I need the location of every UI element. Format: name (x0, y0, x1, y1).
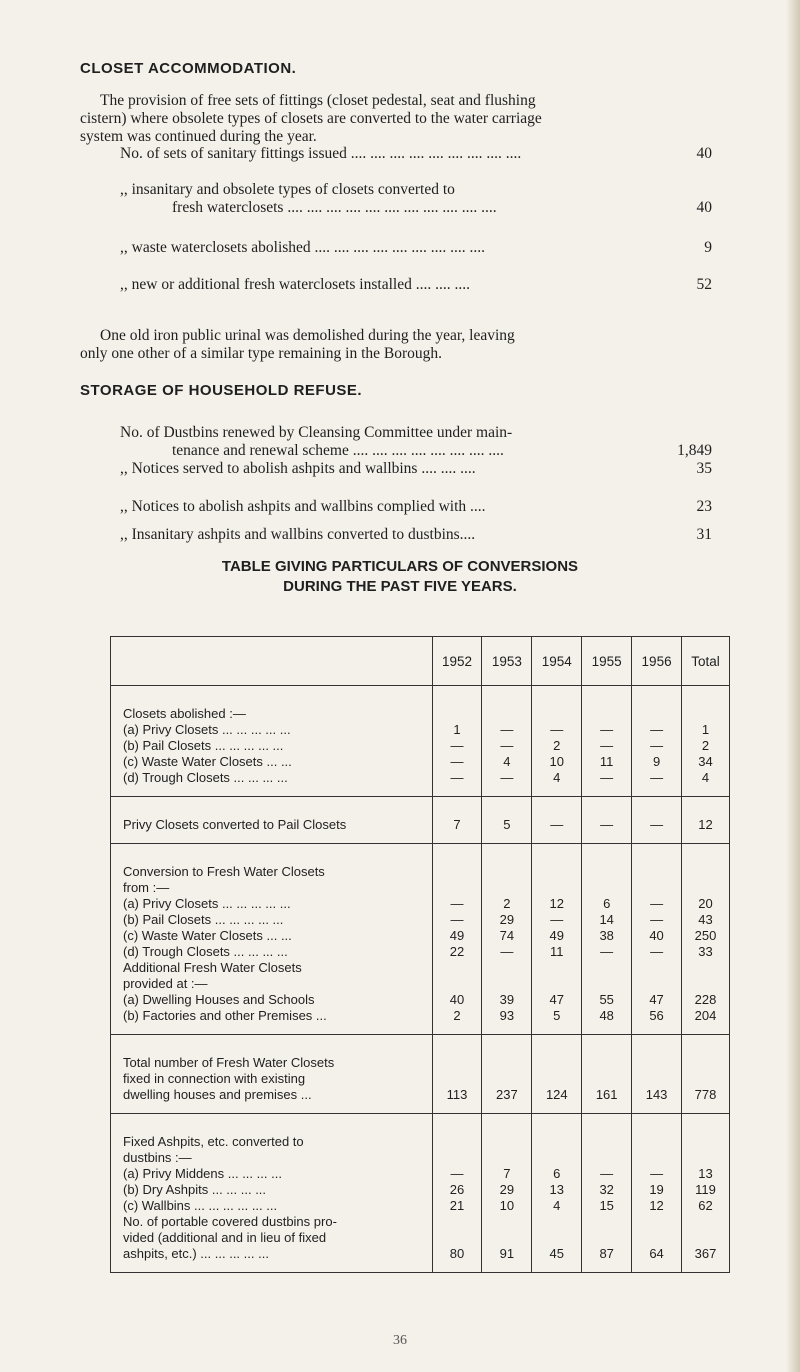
cell-value (682, 960, 729, 976)
cell-value (682, 1055, 729, 1071)
cell-value: 20 (698, 896, 713, 911)
cell-value: 2 (503, 896, 511, 911)
header-label-cell (111, 637, 433, 686)
row-label: Total number of Fresh Water Closets (123, 1055, 335, 1070)
cell-value: — (650, 738, 664, 753)
cell-value (532, 1055, 581, 1071)
cell-value (682, 1214, 729, 1230)
row-label: (d) Trough Closets ... ... ... ... (123, 944, 288, 959)
cell-value: 4 (701, 770, 710, 785)
cell-value: — (500, 738, 514, 753)
item-value: 9 (704, 239, 712, 256)
section-label-cell (111, 797, 433, 844)
item-label: ,, new or additional fresh waterclosets installed .... .... .... (120, 276, 470, 293)
cell-value (632, 1150, 681, 1166)
item-label: ,, insanitary and obsolete types of closets converted to (120, 181, 455, 198)
item-label: No. of Dustbins renewed by Cleansing Committee under main- (120, 424, 513, 441)
cell-value: — (550, 817, 564, 832)
closet-intro-line: cistern) where obsolete types of closets are converted to the water carriage (80, 110, 542, 127)
cell-value (482, 706, 531, 722)
cell-value: 5 (503, 817, 511, 832)
cell-value: 48 (599, 1008, 614, 1023)
cell-value: 13 (698, 1166, 713, 1181)
section-value-cell (682, 797, 730, 844)
table-title-line-2: DURING THE PAST FIVE YEARS. (283, 578, 517, 595)
cell-value (582, 864, 631, 880)
cell-value: — (450, 1166, 464, 1181)
cell-value (632, 1214, 681, 1230)
item-label: ,, Insanitary ashpits and wallbins converted to dustbins.... (120, 526, 476, 543)
cell-value (582, 976, 631, 992)
cell-value: 91 (499, 1246, 515, 1261)
cell-value: 11 (550, 944, 564, 959)
section-value-cell (682, 844, 730, 1035)
cell-value: 12 (649, 1198, 664, 1213)
cell-value (682, 706, 729, 722)
item-value: 31 (696, 526, 712, 543)
cell-value: 49 (549, 928, 565, 943)
cell-value: 45 (549, 1246, 565, 1261)
cell-value: — (600, 722, 614, 737)
cell-value (682, 1150, 729, 1166)
cell-value: 29 (499, 912, 515, 927)
cell-value (582, 1055, 631, 1071)
cell-value (433, 706, 482, 722)
section-label-cell (111, 1114, 433, 1273)
item-label: ,, Notices to abolish ashpits and wallbins complied with .... (120, 498, 486, 515)
cell-value: 47 (549, 992, 565, 1007)
cell-value: — (500, 722, 514, 737)
row-label: (a) Privy Closets ... ... ... ... ... (123, 896, 291, 911)
section-value-cell (432, 1114, 482, 1273)
cell-value: 2 (553, 738, 561, 753)
cell-value (682, 1071, 729, 1087)
section-value-cell (432, 844, 482, 1035)
closet-note-line: One old iron public urinal was demolished during the year, leaving (100, 327, 515, 344)
item-value: 52 (696, 276, 712, 293)
section-value-cell (632, 1114, 682, 1273)
table-title-line-1: TABLE GIVING PARTICULARS OF CONVERSIONS (221, 558, 579, 575)
row-label: from :— (123, 880, 170, 895)
closet-intro-line: system was continued during the year. (80, 128, 317, 145)
cell-value: — (450, 754, 464, 769)
section-value-cell (532, 1035, 582, 1114)
closet-heading: CLOSET ACCOMMODATION. (80, 60, 297, 77)
cell-value (532, 1150, 581, 1166)
header-year-1955: 1955 (582, 637, 632, 686)
section-value-cell (532, 1114, 582, 1273)
row-label: (b) Dry Ashpits ... ... ... ... (123, 1182, 267, 1197)
cell-value: 6 (603, 896, 611, 911)
cell-value: 161 (595, 1087, 618, 1102)
item-row (120, 526, 712, 544)
cell-value (433, 960, 482, 976)
cell-value: — (650, 770, 664, 785)
section-value-cell (582, 686, 632, 797)
section-value-cell (482, 1035, 532, 1114)
row-label: dustbins :— (123, 1150, 192, 1165)
section-value-cell (432, 686, 482, 797)
cell-value: 80 (449, 1246, 465, 1261)
cell-value (532, 976, 581, 992)
cell-value: — (650, 912, 664, 927)
closet-intro-line: The provision of free sets of fittings (closet pedestal, seat and flushing (100, 92, 536, 109)
item-value: 23 (696, 498, 712, 515)
cell-value: — (650, 944, 664, 959)
cell-value (682, 864, 729, 880)
cell-value: 9 (652, 754, 661, 769)
cell-value (482, 1134, 531, 1150)
cell-value: — (450, 896, 464, 911)
header-year-1956: 1956 (632, 637, 682, 686)
cell-value: 778 (694, 1087, 717, 1102)
item-row (120, 276, 712, 294)
row-label: (b) Pail Closets ... ... ... ... ... (123, 738, 284, 753)
cell-value: — (650, 896, 664, 911)
cell-value (582, 706, 631, 722)
cell-value: 34 (698, 754, 713, 769)
cell-value (433, 1055, 482, 1071)
cell-value (433, 976, 482, 992)
section-value-cell (482, 686, 532, 797)
cell-value: 4 (553, 1198, 561, 1213)
cell-value: 26 (449, 1182, 465, 1197)
cell-value (682, 1134, 729, 1150)
row-label: (c) Waste Water Closets ... ... (123, 754, 292, 769)
cell-value (482, 960, 531, 976)
cell-value: 4 (553, 770, 561, 785)
section-value-cell (632, 797, 682, 844)
cell-value (433, 1214, 482, 1230)
section-value-cell (482, 1114, 532, 1273)
cell-value: — (600, 738, 614, 753)
cell-value: 143 (645, 1087, 668, 1102)
section-value-cell (632, 844, 682, 1035)
row-label: vided (additional and in lieu of fixed (123, 1230, 327, 1245)
item-row (120, 424, 712, 460)
cell-value: 113 (446, 1087, 468, 1102)
cell-value: 40 (649, 928, 664, 943)
page-number: 36 (393, 1333, 407, 1348)
header-year-1952: 1952 (432, 637, 482, 686)
cell-value (482, 1055, 531, 1071)
cell-value: 124 (545, 1087, 568, 1102)
cell-value: 2 (453, 1008, 461, 1023)
cell-value: 32 (599, 1182, 614, 1197)
cell-value (682, 880, 729, 896)
cell-value (532, 960, 581, 976)
row-label: fixed in connection with existing (123, 1071, 306, 1086)
page-spine-shadow (786, 0, 800, 1372)
header-total: Total (682, 637, 730, 686)
cell-value: 21 (449, 1198, 465, 1213)
cell-value: 7 (453, 817, 461, 832)
cell-value (482, 864, 531, 880)
closet-intro (80, 92, 730, 146)
cell-value: 47 (649, 992, 664, 1007)
row-label: ashpits, etc.) ... ... ... ... ... (123, 1246, 269, 1261)
cell-value (433, 1150, 482, 1166)
table-section-row (111, 1114, 730, 1273)
cell-value (582, 1150, 631, 1166)
section-value-cell (682, 1035, 730, 1114)
row-label: provided at :— (123, 976, 208, 991)
section-value-cell (482, 844, 532, 1035)
item-value: 40 (696, 145, 712, 162)
cell-value: 119 (695, 1182, 716, 1197)
item-row (120, 498, 712, 516)
cell-value: 5 (553, 1008, 561, 1023)
cell-value: 6 (553, 1166, 561, 1181)
section-value-cell (482, 797, 532, 844)
header-year-1953: 1953 (482, 637, 532, 686)
item-value: 1,849 (677, 442, 712, 459)
cell-value (582, 1230, 631, 1246)
section-value-cell (582, 797, 632, 844)
cell-value: 10 (549, 754, 565, 769)
refuse-heading: STORAGE OF HOUSEHOLD REFUSE. (80, 382, 363, 399)
closet-note-line: only one other of a similar type remaining in the Borough. (80, 345, 443, 362)
section-value-cell (432, 797, 482, 844)
cell-value (632, 1055, 681, 1071)
section-value-cell (432, 1035, 482, 1114)
item-label-continued: tenance and renewal scheme .... .... .... .... .... .... .... .... (172, 442, 504, 459)
section-value-cell (632, 1035, 682, 1114)
cell-value: 49 (449, 928, 465, 943)
item-label-continued: fresh waterclosets .... .... .... .... .... .... .... .... .... .... .... (172, 199, 497, 216)
cell-value (632, 960, 681, 976)
cell-value: — (600, 1166, 614, 1181)
row-label: Privy Closets converted to Pail Closets (123, 817, 347, 832)
row-label: Additional Fresh Water Closets (123, 960, 302, 975)
cell-value (433, 864, 482, 880)
cell-value: 74 (499, 928, 515, 943)
cell-value: — (650, 1166, 664, 1181)
cell-value: 204 (694, 1008, 717, 1023)
cell-value: 14 (599, 912, 614, 927)
cell-value (632, 1071, 681, 1087)
cell-value: 64 (649, 1246, 664, 1261)
cell-value: — (450, 738, 464, 753)
cell-value: 11 (599, 754, 614, 769)
cell-value (582, 880, 631, 896)
row-label: (a) Dwelling Houses and Schools (123, 992, 315, 1007)
cell-value: — (450, 770, 464, 785)
cell-value: 33 (698, 944, 713, 959)
cell-value: 15 (599, 1198, 614, 1213)
section-value-cell (532, 686, 582, 797)
row-label: Conversion to Fresh Water Closets (123, 864, 325, 879)
table-section-row (111, 844, 730, 1035)
row-label: (c) Waste Water Closets ... ... (123, 928, 292, 943)
cell-value: 55 (599, 992, 614, 1007)
cell-value: — (600, 770, 614, 785)
header-year-1954: 1954 (532, 637, 582, 686)
item-value: 35 (696, 460, 712, 477)
cell-value: 12 (549, 896, 565, 911)
cell-value: 56 (649, 1008, 664, 1023)
cell-value: 93 (499, 1008, 515, 1023)
section-value-cell (582, 844, 632, 1035)
cell-value: — (650, 817, 664, 832)
item-row (120, 239, 712, 257)
cell-value (532, 864, 581, 880)
cell-value (582, 960, 631, 976)
cell-value (433, 1230, 482, 1246)
cell-value: 38 (599, 928, 614, 943)
cell-value (532, 1134, 581, 1150)
section-label-cell (111, 1035, 433, 1114)
cell-value (582, 1214, 631, 1230)
cell-value: — (550, 912, 564, 927)
cell-value: 39 (499, 992, 515, 1007)
cell-value (482, 1071, 531, 1087)
item-label: ,, Notices served to abolish ashpits and wallbins .... .... .... (120, 460, 476, 477)
cell-value (682, 1230, 729, 1246)
row-label: Closets abolished :— (123, 706, 246, 721)
cell-value: — (500, 944, 514, 959)
cell-value: — (550, 722, 564, 737)
closet-note (80, 327, 730, 363)
item-row (120, 181, 712, 217)
section-value-cell (632, 686, 682, 797)
cell-value: 13 (549, 1182, 565, 1197)
cell-value (632, 976, 681, 992)
row-label: (b) Factories and other Premises ... (123, 1008, 327, 1023)
cell-value (482, 1214, 531, 1230)
cell-value (582, 1071, 631, 1087)
cell-value (482, 1230, 531, 1246)
cell-value (532, 1230, 581, 1246)
cell-value (632, 880, 681, 896)
cell-value: — (600, 944, 614, 959)
cell-value: — (450, 912, 464, 927)
cell-value (632, 1230, 681, 1246)
section-label-cell (111, 686, 433, 797)
cell-value: 367 (694, 1246, 717, 1261)
cell-value: — (500, 770, 514, 785)
section-value-cell (532, 797, 582, 844)
table-section-row (111, 797, 730, 844)
cell-value: 228 (694, 992, 717, 1007)
cell-value: — (650, 722, 664, 737)
cell-value (482, 1150, 531, 1166)
cell-value: 237 (496, 1087, 518, 1102)
cell-value (433, 1134, 482, 1150)
cell-value: 29 (499, 1182, 515, 1197)
section-value-cell (582, 1114, 632, 1273)
cell-value: 62 (698, 1198, 713, 1213)
cell-value (433, 880, 482, 896)
cell-value: 1 (453, 722, 461, 737)
section-label-cell (111, 844, 433, 1035)
cell-value (532, 706, 581, 722)
cell-value: 10 (499, 1198, 515, 1213)
item-value: 40 (696, 199, 712, 216)
cell-value (532, 1071, 581, 1087)
table-section-row (111, 1035, 730, 1114)
cell-value: 4 (503, 754, 511, 769)
cell-value (682, 976, 729, 992)
cell-value: 12 (698, 817, 713, 832)
cell-value (632, 706, 681, 722)
cell-value: — (600, 817, 614, 832)
cell-value (532, 880, 581, 896)
cell-value (582, 1134, 631, 1150)
item-row (120, 145, 712, 163)
section-value-cell (682, 686, 730, 797)
item-row (120, 460, 712, 478)
cell-value: 40 (449, 992, 465, 1007)
table-section-row (111, 686, 730, 797)
row-label: (a) Privy Closets ... ... ... ... ... (123, 722, 291, 737)
cell-value: 22 (449, 944, 465, 959)
item-label: ,, waste waterclosets abolished .... .... .... .... .... .... .... .... .... (120, 239, 486, 256)
row-label: (b) Pail Closets ... ... ... ... ... (123, 912, 284, 927)
row-label: Fixed Ashpits, etc. converted to (123, 1134, 304, 1149)
row-label: (c) Wallbins ... ... ... ... ... ... (123, 1198, 278, 1213)
cell-value (433, 1071, 482, 1087)
section-value-cell (682, 1114, 730, 1273)
row-label: No. of portable covered dustbins pro- (123, 1214, 337, 1229)
row-label: dwelling houses and premises ... (123, 1087, 312, 1102)
cell-value: 7 (503, 1166, 511, 1181)
cell-value: 87 (599, 1246, 614, 1261)
cell-value (532, 1214, 581, 1230)
cell-value: 250 (694, 928, 717, 943)
cell-value: 19 (649, 1182, 664, 1197)
cell-value (632, 1134, 681, 1150)
item-label: No. of sets of sanitary fittings issued .... .... .... .... .... .... .... .... .... (120, 145, 522, 162)
section-value-cell (582, 1035, 632, 1114)
cell-value (632, 864, 681, 880)
cell-value (482, 976, 531, 992)
cell-value: 2 (701, 738, 710, 753)
conversions-table (110, 636, 730, 1273)
cell-value: 43 (698, 912, 713, 927)
table-header-row (111, 637, 730, 686)
section-value-cell (532, 844, 582, 1035)
cell-value: 1 (701, 722, 710, 737)
row-label: (d) Trough Closets ... ... ... ... (123, 770, 288, 785)
cell-value (482, 880, 531, 896)
row-label: (a) Privy Middens ... ... ... ... (123, 1166, 282, 1181)
